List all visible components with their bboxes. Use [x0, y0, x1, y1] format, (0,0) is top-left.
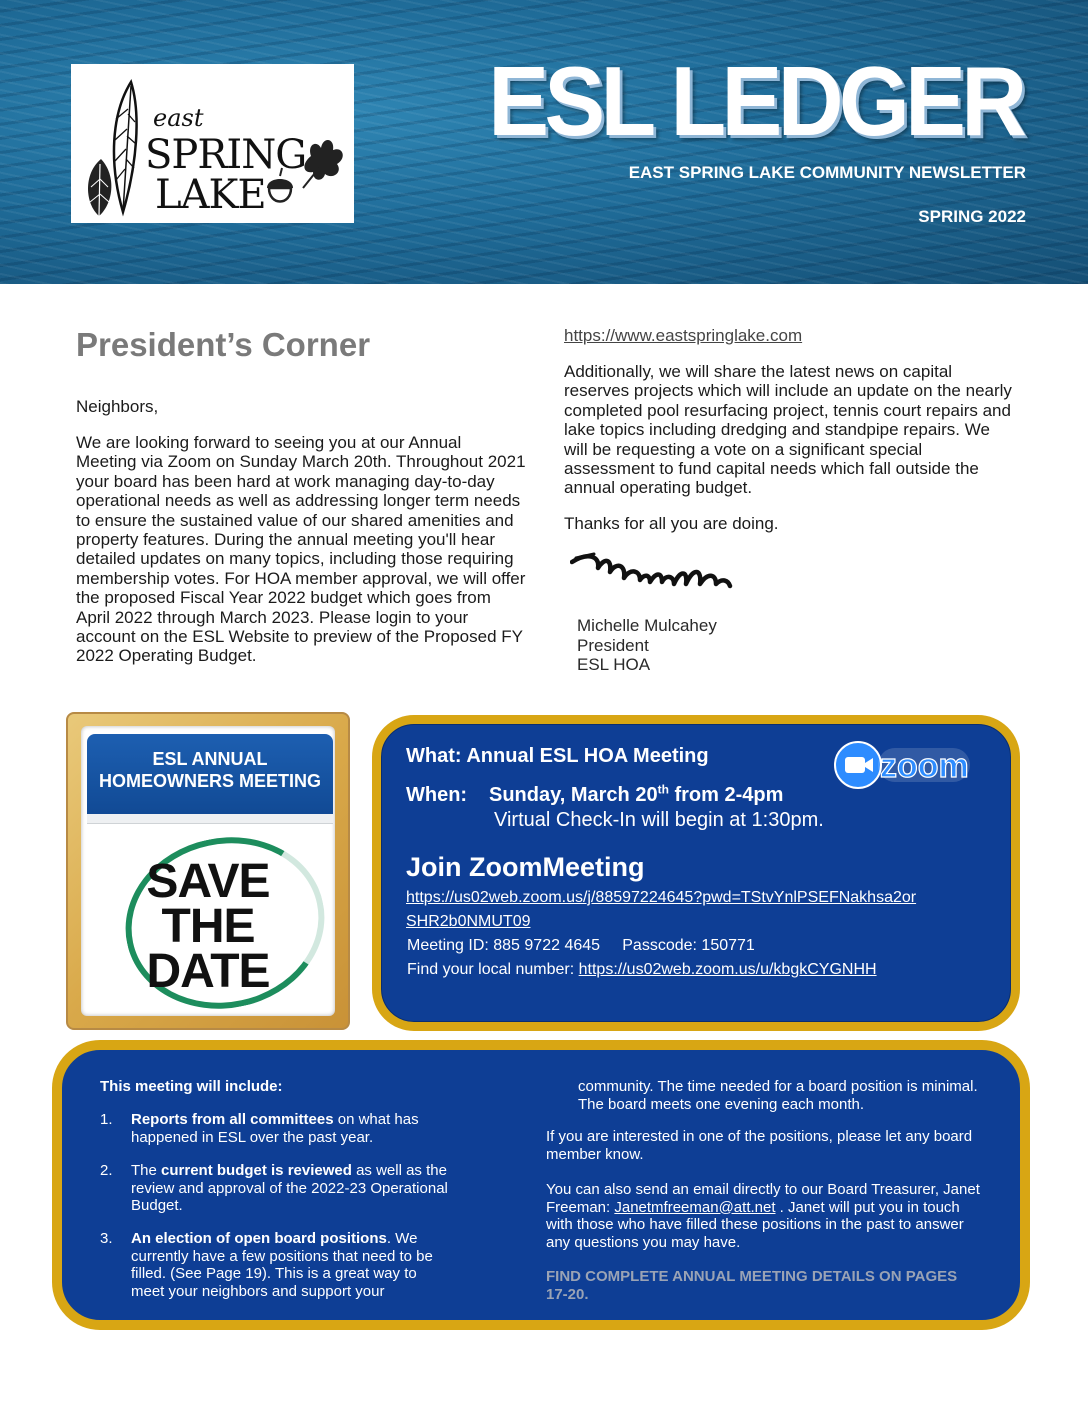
calendar-page	[81, 726, 335, 1016]
agenda-continued: community. The time needed for a board position is minimal. The board meets one evening each month.	[578, 1078, 978, 1113]
president-paragraph-2: Additionally, we will share the latest news on capital reserves projects which will include an update on the nearly completed pool resurfacing project, tennis court repairs and lake topics including dredging and standpipe repairs. We will be requesting a vote on a significant special assessment to fund capital needs which fall outside the annual operating budget.	[564, 362, 1012, 498]
item-bold: An election of open board positions	[131, 1230, 387, 1247]
item-bold: Reports from all committees	[131, 1111, 334, 1128]
calendar-curl	[87, 814, 333, 824]
website-link[interactable]: https://www.eastspringlake.com	[564, 326, 803, 345]
signer-org: ESL HOA	[577, 655, 651, 674]
logo-word-east: east	[153, 104, 204, 132]
logo-word-lake: LAKE	[155, 172, 266, 218]
agenda-item	[131, 1230, 451, 1300]
local-number-line	[407, 961, 877, 979]
local-number-link[interactable]: https://us02web.zoom.us/u/kbgkCYGNHH	[578, 961, 877, 978]
meeting-url-line-2[interactable]: SHR2b0NMUT09	[406, 913, 531, 930]
treasurer-email-link[interactable]: Janetmfreeman@att.net	[614, 1198, 776, 1216]
details-reference: FIND COMPLETE ANNUAL MEETING DETAILS ON PAGES 17-20.	[546, 1268, 958, 1303]
president-paragraph-1: We are looking forward to seeing you at our Annual Meeting via Zoom on Sunday March 20th. Throughout 2021 your board has been hard at work managing day-to-day operational needs as well as addressing longer term needs to ensure the sustained value of our shared amenities and property features. During the annual meeting you'll hear detailed updates on many topics, including those requiring membership votes. For HOA member approval, we will offer the proposed Fiscal Year 2022 budget which goes from April 2022 through March 2023. Please login to your account on the ESL Website to preview of the Proposed FY 2022 Operating Budget.	[76, 433, 526, 666]
masthead-banner	[0, 0, 1088, 284]
interest-note: If you are interested in one of the positions, please let any board member know.	[546, 1128, 973, 1163]
item-number: 2.	[100, 1162, 113, 1179]
meeting-id-text: Meeting ID: 885 9722 4645 Passcode: 150771	[407, 937, 755, 954]
treasurer-contact	[546, 1181, 986, 1251]
item-number: 1.	[100, 1111, 113, 1128]
issue-label: SPRING 2022	[918, 207, 1026, 226]
signer-title: President	[577, 635, 649, 655]
meeting-when-value	[489, 784, 783, 807]
agenda-heading: This meeting will include:	[100, 1078, 283, 1095]
save-the-date-graphic	[66, 712, 350, 1030]
join-heading: Join ZoomMeeting	[406, 852, 645, 882]
zoom-logo	[834, 739, 974, 791]
banner-line-1: ESL ANNUAL	[152, 749, 268, 769]
checkin-note: Virtual Check-In will begin at 1:30pm.	[494, 809, 824, 831]
when-ordinal: th	[657, 782, 669, 797]
greeting: Neighbors,	[76, 397, 159, 416]
agenda-item	[131, 1111, 451, 1146]
esl-logo	[71, 64, 354, 223]
newsletter-subtitle: EAST SPRING LAKE COMMUNITY NEWSLETTER	[628, 163, 1026, 182]
date-word: DATE	[146, 945, 270, 998]
thanks-line: Thanks for all you are doing.	[564, 514, 779, 533]
when-time: from 2-4pm	[668, 784, 784, 806]
contact-pre: You can also send an email directly to our Board Treasurer, Janet Freeman:	[546, 1181, 980, 1216]
item-number: 3.	[100, 1230, 113, 1247]
meeting-id	[407, 937, 755, 955]
banner-line-2: HOMEOWNERS MEETING	[98, 771, 321, 791]
calendar-banner	[87, 734, 333, 814]
contact-post: . Janet will put you in touch with those who have filled these positions in the past to answer any questions you may have.	[546, 1198, 964, 1251]
item-pre: The	[131, 1162, 162, 1179]
section-title: President’s Corner	[76, 326, 371, 363]
save-word: SAVE	[146, 855, 270, 908]
item-rest: as well as the review and approval of the 2022-23 Operational Budget.	[131, 1162, 448, 1214]
handwritten-signature	[570, 548, 740, 598]
camera-icon	[845, 757, 865, 773]
zoom-wordmark: zoom	[880, 747, 969, 785]
meeting-what: What: Annual ESL HOA Meeting	[406, 745, 709, 767]
item-rest: . We currently have a few positions that need to be filled. (See Page 19). This is a great way to meet your neighbors and support your	[131, 1230, 433, 1300]
newsletter-title: ESL LEDGER	[487, 46, 1022, 156]
item-rest: on what has happened in ESL over the past year.	[131, 1111, 419, 1146]
the-word: THE	[161, 900, 255, 953]
logo-word-spring: SPRING	[145, 132, 307, 178]
signature-block	[577, 616, 717, 675]
meeting-url-line-1[interactable]: https://us02web.zoom.us/j/88597224645?pwd=TStvYnlPSEFNakhsa2or	[406, 889, 917, 906]
meeting-when-label: When:	[406, 784, 468, 806]
when-date: Sunday, March 20	[489, 784, 658, 806]
signer-name: Michelle Mulcahey	[577, 616, 717, 635]
agenda-item	[131, 1162, 451, 1215]
item-bold: current budget is reviewed	[161, 1162, 352, 1179]
local-label: Find your local number:	[407, 961, 579, 978]
